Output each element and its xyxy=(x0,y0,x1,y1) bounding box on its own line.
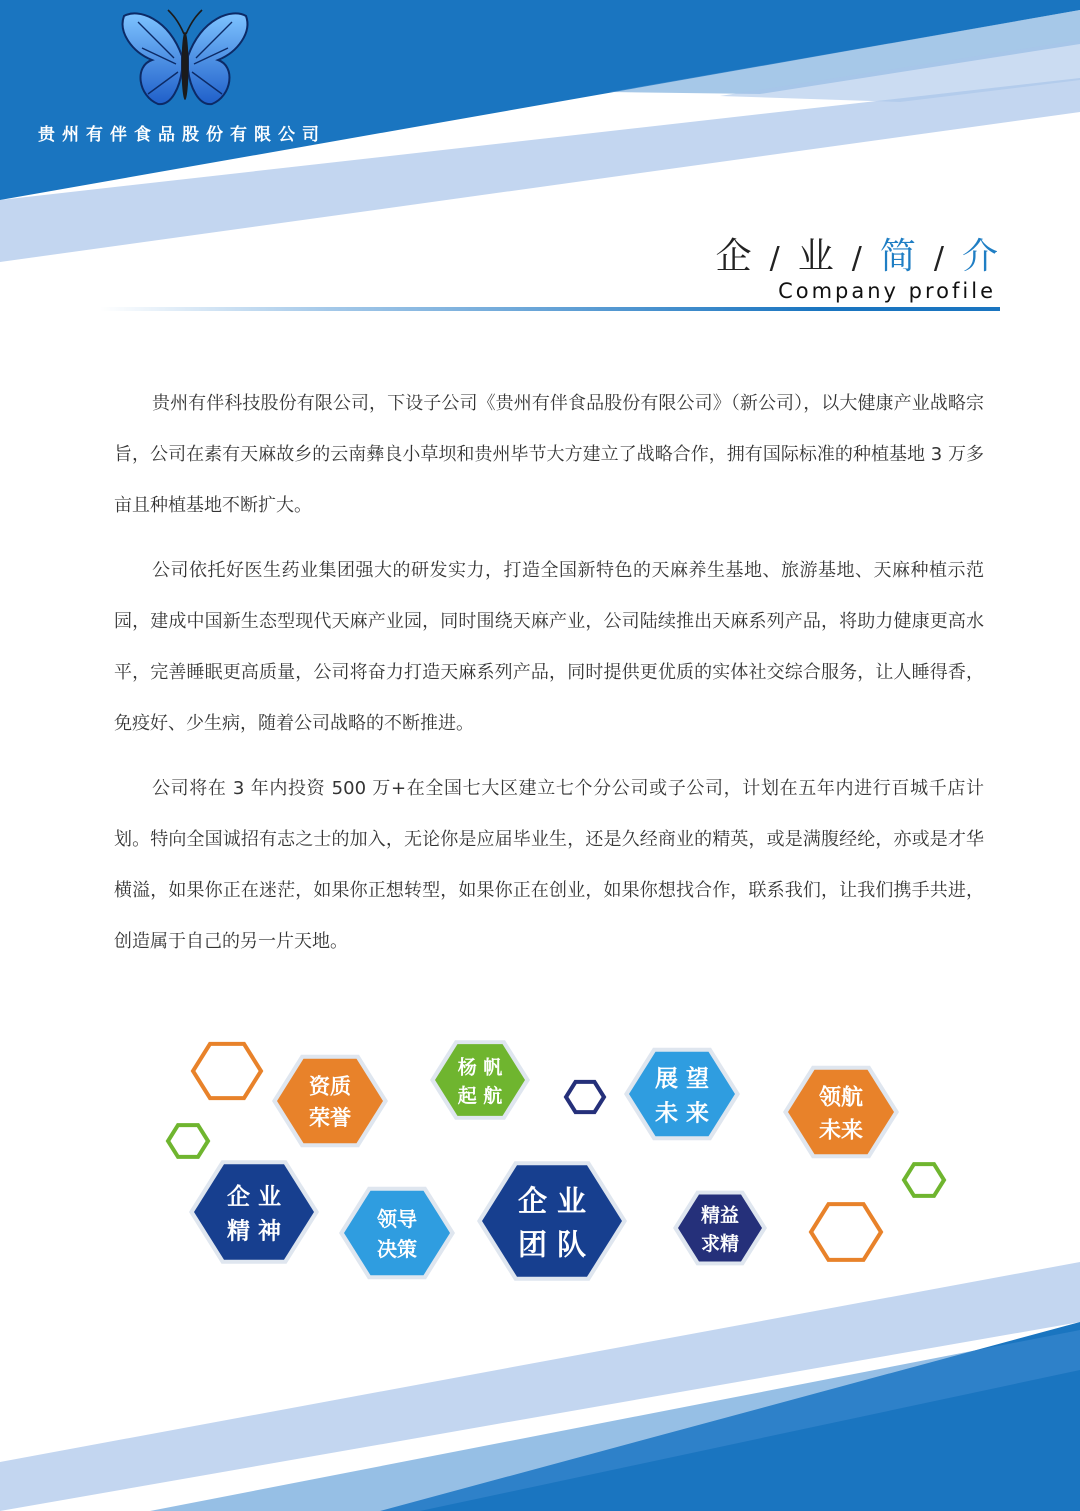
paragraph-3: 公司将在 3 年内投资 500 万+在全国七大区建立七个分公司或子公司，计划在五年内进行百城千店计划。特向全国诚招有志之士的加入，无论你是应届毕业生，还是久经商业的精英，或是满腹经纶，亦或是才华横溢，如果你正在迷茫，如果你正想转型，如果你正在创业，如果你想找合作，联系我们，让我们携手共进，创造属于自己的另一片天地。 xyxy=(114,778,984,952)
title-char-3: 简 xyxy=(879,236,916,277)
hexagon-tile xyxy=(339,1187,455,1279)
hexagon-tile xyxy=(783,1066,899,1158)
company-name: 贵州有伴食品股份有限公司 xyxy=(38,125,326,145)
outline-hexagon xyxy=(168,1125,208,1157)
hexagon-label: 资质 xyxy=(309,1074,351,1099)
hexagon-label: 荣誉 xyxy=(309,1106,351,1131)
outline-hexagon xyxy=(811,1204,881,1260)
hexagon-label: 团 队 xyxy=(517,1227,587,1262)
hexagon-label: 精益 xyxy=(700,1204,740,1227)
hexagon-label: 企 业 xyxy=(517,1183,587,1218)
hexagon-label: 精 神 xyxy=(226,1218,282,1245)
outline-hexagon xyxy=(193,1044,261,1098)
hexagon-tile xyxy=(673,1191,767,1266)
outline-hexagon xyxy=(904,1164,944,1196)
title-slash: / xyxy=(851,241,862,276)
hexagon-label: 展 望 xyxy=(654,1065,710,1092)
hexagon-label: 决策 xyxy=(377,1237,417,1261)
hexagon-tile xyxy=(189,1160,319,1264)
title-char-2: 业 xyxy=(797,236,834,277)
hexagon-tile xyxy=(430,1040,530,1120)
title-slash: / xyxy=(933,241,944,276)
hexagon-label: 企 业 xyxy=(226,1183,282,1210)
outline-hexagon xyxy=(566,1082,604,1112)
hexagon-label: 未来 xyxy=(818,1118,864,1144)
hexagon-label: 领航 xyxy=(818,1085,864,1111)
hexagon-label: 起 航 xyxy=(457,1084,503,1107)
hexagon-label: 杨 帆 xyxy=(457,1056,503,1079)
hexagon-label: 领导 xyxy=(377,1207,417,1231)
paragraph-2: 公司依托好医生药业集团强大的研发实力，打造全国新特色的天麻养生基地、旅游基地、天麻种植示范园，建成中国新生态型现代天麻产业园，同时围绕天麻产业，公司陆续推出天麻系列产品，将助力健康更高水平，完善睡眠更高质量，公司将奋力打造天麻系列产品，同时提供更优质的实体社交综合服务，让人睡得香，免疫好、少生病，随着公司战略的不断推进。 xyxy=(114,560,984,734)
page-subtitle: Company profile xyxy=(778,279,996,303)
hexagon-label: 未 来 xyxy=(654,1100,710,1127)
title-char-1: 企 xyxy=(715,236,752,277)
hexagon-tile xyxy=(272,1055,388,1147)
hexagon-tile xyxy=(477,1161,627,1281)
paragraph-1: 贵州有伴科技股份有限公司，下设子公司《贵州有伴食品股份有限公司》（新公司），以大健康产业战略宗旨，公司在素有天麻故乡的云南彝良小草坝和贵州毕节大方建立了战略合作，拥有国际标准的种植基地 3 万多亩且种植基地不断扩大。 xyxy=(114,393,984,516)
hexagon-tile xyxy=(624,1048,740,1140)
hexagon-label: 求精 xyxy=(700,1232,740,1255)
title-slash: / xyxy=(769,241,780,276)
title-char-4: 介 xyxy=(961,236,998,277)
